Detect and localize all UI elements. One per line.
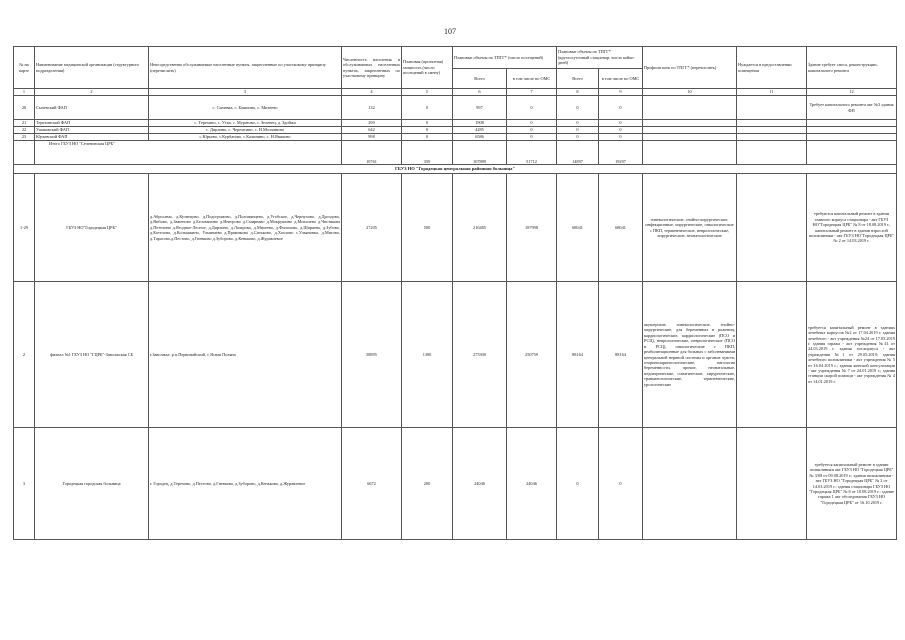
cell-oms: 0 [507,96,557,120]
cell-bed-oms: 0 [599,428,643,540]
header-tpgg-oms: в том числе по ОМС [507,69,557,89]
col-number: 7 [507,89,557,96]
cell-total: 4285 [453,127,507,134]
cell-org: Сычевский ФАП [35,96,149,120]
section-title: ГБУЗ НО "Городецкая центральная районная больница" [14,165,897,174]
cell-num: 2 [14,282,35,428]
col-number: 12 [807,89,897,96]
cell-bed-total: 0 [557,127,599,134]
cell-construct [737,174,807,282]
cell-bed-oms: 0 [599,134,643,141]
cell-num: 1-29 [14,174,35,282]
cell-repair [807,127,897,134]
header-num: № на карте [14,47,35,89]
cell-bed-oms: 0 [599,96,643,120]
header-needs-construction: Нуждается в предоставлении помещения [737,47,807,89]
cell-settlements: д.Абросимо, д.Кузнецово, д.Подогромово, д.Поломянцево, д.Угобское, д.Чернухово, д.Дроздово, д.Вибово, д.Заженово д.Беломятиво д.Инегрово д.Смирнаво д.Мокрушино д.Михалево д.Чистякова д.Петелино д.Ягодное-Лесное, д.Дирлино, д.Лазарово, д.Михеево, д.Филохово, д.Ширяево, д.Зубово, д.Котелова, д.Колышкино, Ульяниево д.Прямиково д.Ситьково, д.Хохлово с.Ульяновка, д.Мигово, д.Тарасово,д.Пестово, д.Гневково д.Зуборово, д.Кеньково, д.Журавлевое [149,174,342,282]
cell-bed-total: 68041 [557,174,599,282]
col-number: 9 [599,89,643,96]
total-population: 10761 [342,141,402,165]
cell-org: Ушаковский ФАП [35,127,149,134]
cell-profiles [643,127,737,134]
cell-capacity: 500 [402,174,453,282]
cell-capacity: 1300 [402,282,453,428]
col-number: 1 [14,89,35,96]
cell-org: Юрьевский ФАП [35,134,149,141]
cell-bed-oms: 68041 [599,174,643,282]
cell-construct [737,428,807,540]
cell-settlements: с. Сычевка, с. Бояшино, с. Михеево [149,96,342,120]
cell-construct [737,120,807,127]
cell-capacity: 0 [402,134,453,141]
cell-construct [737,127,807,134]
table-row [14,127,897,134]
cell-population: 6672 [342,428,402,540]
cell-settlements: с. Дирлино, с. Черемсино, с. Н.Молчанино [149,127,342,134]
header-population: Численность населения в обслуживаемых населенных пунктах, закрепленных по участковому принципу [342,47,402,89]
cell-org: Терехинский ФАП [35,120,149,127]
column-numbers-row [14,89,897,96]
table-row [14,282,897,428]
table-row [14,120,897,127]
total-row [14,141,897,165]
cell-bed-oms: 88164 [599,282,643,428]
header-settlements: Непосредственно обслуживаемые населенные пункты, закрепленные по участковому принципу (перечислить) [149,47,342,89]
cell-repair: Требует капитального ремонта акт №3 здания ФП [807,96,897,120]
cell-bed-total: 88164 [557,282,599,428]
cell-repair [807,134,897,141]
cell-settlements: с.Юрьево, с.Курбатово, с.Калинино, с. Н.Ямаково [149,134,342,141]
cell-total: 6586 [453,134,507,141]
col-number: 4 [342,89,402,96]
cell-construct [737,282,807,428]
cell-repair [807,120,897,127]
cell-total: 24046 [453,428,507,540]
col-number: 5 [402,89,453,96]
header-tpgg2-total: Всего [557,69,599,89]
cell-repair: требуется капитальный ремонт в здании поликлиники акт ГБУЗ НО "Городецкая ЦРБ" № 3/08 от 09.08.2019 г.; здания поликлиники - акт ГБУЗ НО "Городецкая ЦРБ" № 2 от 14.03.2019 г.; здания стационара ГБУЗ НО "Городецкая ЦРБ" № 8 от 18.08.2019 г.; здание гаража 1 акт обследования ГБУЗ НО "Городецкая ЦРБ" от 16.10.2019 г. [807,428,897,540]
total-bed-total: 14897 [557,141,599,165]
cell-population: 132 [342,96,402,120]
cell-oms: 24046 [507,428,557,540]
header-row [14,47,897,69]
cell-num: 20 [14,96,35,120]
cell-num: 23 [14,134,35,141]
cell-settlements: г.Заволжье, р.п.Первомайский, с.Ясная Поляна [149,282,342,428]
cell-total: 275300 [453,282,507,428]
cell-total: 216485 [453,174,507,282]
cell-num: 22 [14,127,35,134]
cell-bed-total: 0 [557,96,599,120]
cell-capacity: 0 [402,120,453,127]
header-tpgg-total: Всего [453,69,507,89]
cell-bed-total: 0 [557,428,599,540]
cell-org: Городецкая городская больница [35,428,149,540]
cell-construct [737,96,807,120]
cell-settlements: г. Городец, д.Терехово, д.Пестово, д.Гневково, д.Зуборово, д.Кеньково, д.Журавлевое [149,428,342,540]
header-profiles: Профили коек по ТПГГ* (перечислить) [643,47,737,89]
header-tpgg-visits: Плановые объемы по ТПГГ* (число посещений) [453,47,557,69]
cell-construct [737,134,807,141]
total-capacity: 350 [402,141,453,165]
cell-org: ГБУЗ НО"Городецкая ЦРБ" [35,174,149,282]
cell-population: 27205 [342,174,402,282]
header-capacity: Плановая (проектная) мощность (число посещений в смену) [402,47,453,89]
cell-profiles [643,96,737,120]
cell-capacity: 0 [402,127,453,134]
table-row [14,96,897,120]
col-number: 11 [737,89,807,96]
header-tpgg2-oms: в том числе по ОМС [599,69,643,89]
total-label: Итого ГБУЗ НО "Сеченовская ЦРБ" [35,141,342,165]
table-row [14,428,897,540]
cell-population: 290 [342,120,402,127]
cell-repair: требуются капитальный ремонт в здании главного корпуса стационара - акт ГБУЗ НО"Городецкая ЦРБ" № 8 от 18.08.2019 г., капитальный ремонт в здании взрослой поликлиники - акт ГБУЗ НО"Городецкая ЦРБ" № 2 от 14.03.2019 г. [807,174,897,282]
total-bed-oms: 19297 [599,141,643,165]
cell-bed-oms: 0 [599,127,643,134]
cell-settlements: с. Терехино, с. Утка, с. Муратово, с. Зеленец, д. Здойжа [149,120,342,127]
cell-oms: 0 [507,127,557,134]
cell-oms: 0 [507,120,557,127]
col-number: 3 [149,89,342,96]
cell-profiles [643,134,737,141]
cell-oms: 0 [507,134,557,141]
header-needs-repair: Здание требует сноса, реконструкции, капитального ремонта [807,47,897,89]
col-number: 6 [453,89,507,96]
section-header-row [14,165,897,174]
cell-total: 997 [453,96,507,120]
cell-num: 3 [14,428,35,540]
header-org: Наименование медицинской организации (структурного подразделения) [35,47,149,89]
total-visits: 107889 [453,141,507,165]
header-tpgg-beds: Плановые объемы по ТПГГ* (круглосуточный стационар, число койко-дней) [557,47,643,69]
cell-bed-oms: 0 [599,120,643,127]
col-number: 10 [643,89,737,96]
cell-org: филиал №1 ГБУЗ НО "ГЦРБ"-Заволжская СБ [35,282,149,428]
cell-bed-total: 0 [557,134,599,141]
table-row [14,174,897,282]
cell-capacity: 0 [402,96,453,120]
cell-capacity: 200 [402,428,453,540]
total-oms: 51712 [507,141,557,165]
cell-profiles: акушерские, гинекологические, гнойно-хирургические, для беременных и рожениц, кардиологические, кардиологические (ПСО и РСЦ), неврологические, неврологические (ПСО и РСЦ), онкологические с ПКП, реабилитационные для больных с заболеваниями центральной нервной системы и органов чувств, оториноларингологические, патология беременности, прочие, неонатальные, педиатрические, соматические, хирургические, травматологические, терапевтические, урологические [643,282,737,428]
cell-population: 998 [342,134,402,141]
col-number: 2 [35,89,149,96]
cell-total: 1908 [453,120,507,127]
cell-num: 21 [14,120,35,127]
medical-organizations-table [13,46,897,540]
cell-oms: 250759 [507,282,557,428]
cell-profiles: гинекологические, гнойно-хирургические, инфекционные, хирургические, онкологические с ПКП, терапевтические, неврологические, хирургические, неонатологические [643,174,737,282]
cell-population: 642 [342,127,402,134]
cell-profiles [643,428,737,540]
table-row [14,134,897,141]
cell-bed-total: 0 [557,120,599,127]
cell-profiles [643,120,737,127]
cell-oms: 187998 [507,174,557,282]
cell-repair: требуется капитальный ремонт в зданиях лечебных корпусов №2 от 17.04.2019 г. здания лечебного - акт учреждения №24 от 17.05.2019 г. здания гаража - акт учреждения №41 от 24.03.2019 г. здания хоз.корпуса - акт учреждения №1 от 29.05.2019; здания лечебного поликлиники - акт учреждения № 5 от 16.04.2019 г.; здания женской консультации - акт учреждения № 7 от 24.01.2019 г.; здания станции скорой помощи - акт учреждения № 4 от 14.01.2019 г. [807,282,897,428]
col-number: 8 [557,89,599,96]
page-number: 107 [444,27,456,36]
cell-population: 58895 [342,282,402,428]
